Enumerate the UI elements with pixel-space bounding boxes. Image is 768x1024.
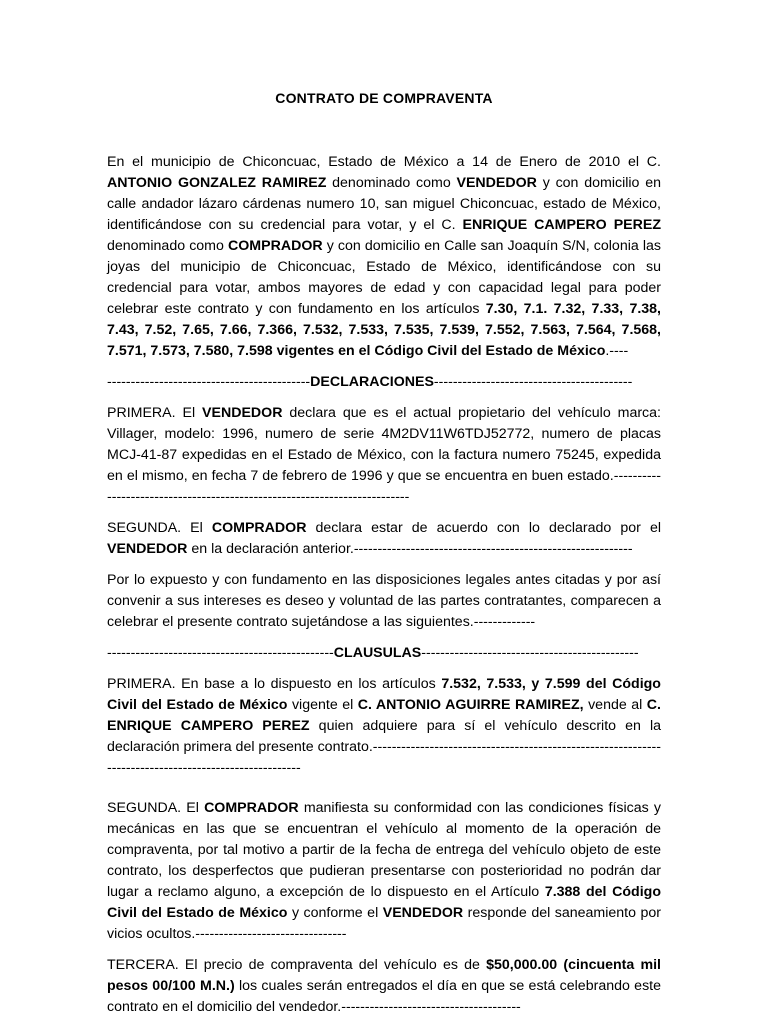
bold-text-run: VENDEDOR <box>382 905 464 921</box>
clausulas-heading <box>107 643 661 664</box>
text-run: PRIMERA. En base a lo dispuesto en los artículos <box>107 676 442 692</box>
text-run: En el municipio de Chiconcuac, Estado de México a 14 de Enero de 2010 el C. <box>107 154 661 170</box>
text-run: denominado como <box>326 175 457 191</box>
bold-text-run: C. ENRIQUE CAMPERO PEREZ <box>107 697 661 734</box>
bold-text-run: VENDEDOR <box>107 541 188 557</box>
text-run: SEGUNDA. El <box>107 520 212 536</box>
text-run: TERCERA. El precio de compraventa del vehículo es de <box>107 957 487 973</box>
text-run: vigente el <box>287 697 358 713</box>
clausula-primera <box>107 674 661 779</box>
text-run: ------------------------------------------ <box>433 374 633 390</box>
clausula-segunda <box>107 798 661 945</box>
document-title: CONTRATO DE COMPRAVENTA <box>275 90 493 106</box>
text-run: .---- <box>605 343 629 359</box>
bold-text-run: C. ANTONIO AGUIRRE RAMIREZ, <box>357 697 584 713</box>
bold-text-run: 7.30, 7.1. 7.32, 7.33, 7.38, 7.43, 7.52, 7.65, 7.66, 7.366, 7.532, 7.533, 7.535, 7.539, 7.552, 7.563, 7.564, 7.568, 7.571, 7.573, 7.580, 7.598 vigentes en el Código Civil del Estado de México <box>107 301 661 359</box>
document-body <box>107 152 661 1018</box>
text-run: vende al <box>583 697 647 713</box>
bold-text-run: VENDEDOR <box>456 175 537 191</box>
bold-text-run: VENDEDOR <box>202 405 283 421</box>
text-run: y con domicilio en calle andador lázaro cárdenas numero 10, san miguel Chiconcuac, estado de México, identificándose con su credencial para votar, y el C. <box>107 175 661 233</box>
bold-text-run: DECLARACIONES <box>310 374 434 390</box>
bold-text-run: 7.532, 7.533, y 7.599 del Código Civil del Estado de México <box>107 676 661 713</box>
text-run: quien adquiere para sí el vehículo descrito en la declaración primera del presente contrato.------------------------------------------------------------------------------------------------------ <box>107 718 661 776</box>
text-run: ------------------------------------------------ <box>107 645 334 661</box>
text-run: denominado como <box>107 238 229 254</box>
intro-paragraph <box>107 152 661 362</box>
bold-text-run: COMPRADOR <box>204 800 299 816</box>
declaracion-segunda <box>107 518 661 560</box>
text-run: ---------------------------------------------- <box>421 645 639 661</box>
bold-text-run: ANTONIO GONZALEZ RAMIREZ <box>107 175 327 191</box>
text-run: en la declaración anterior.----------------------------------------------------------- <box>187 541 633 557</box>
text-run: SEGUNDA. El <box>107 800 205 816</box>
text-run: y con domicilio en Calle san Joaquín S/N, colonia las joyas del municipio de Chiconcuac, Estado de México, identificándose con su credencial para votar, ambos mayores de edad y con capacidad legal para poder celebrar este contrato y con fundamento en los artículos <box>107 238 662 317</box>
text-run: PRIMERA. El <box>107 405 203 421</box>
text-run: los cuales serán entregados el día en que se está celebrando este contrato en el domicilio del vendedor.-------------------------------------- <box>107 978 661 1015</box>
text-run: responde del saneamiento por vicios ocultos.-------------------------------- <box>107 905 662 942</box>
declaraciones-heading <box>107 372 661 393</box>
text-run: y conforme el <box>287 905 383 921</box>
bold-text-run: COMPRADOR <box>211 520 307 536</box>
text-run: declara estar de acuerdo con lo declarado por el <box>306 520 661 536</box>
text-run: manifiesta su conformidad con las condiciones físicas y mecánicas en las que se encuentran el vehículo al momento de la operación de compraventa, por tal motivo a partir de la fecha de entrega del vehículo objeto de este contrato, los desperfectos que pudieran presentarse con posterioridad no podrán dar lugar a reclamo alguno, a excepción de lo dispuesto en el Artículo <box>107 800 661 900</box>
text-run: declara que es el actual propietario del vehículo marca: Villager, modelo: 1996, numero de serie 4M2DV11W6TDJ52772, numero de placas MCJ-41-87 expedidas en el Estado de México, con la factura numero 75245, expedida en el mismo, en fecha 7 de febrero de 1996 y que se encuentra en buen estado.-------------------------------------------------------------------------- <box>107 405 661 505</box>
bold-text-run: $50,000.00 (cincuenta mil pesos 00/100 M.N.) <box>107 957 661 994</box>
bold-text-run: CLAUSULAS <box>333 645 422 661</box>
bold-text-run: COMPRADOR <box>228 238 323 254</box>
bold-text-run: 7.388 del Código Civil del Estado de México <box>107 884 661 921</box>
bold-text-run: ENRIQUE CAMPERO PEREZ <box>462 217 661 233</box>
text-run: ------------------------------------------- <box>107 374 311 390</box>
por-lo-expuesto-paragraph <box>107 570 661 633</box>
declaracion-primera <box>107 403 661 508</box>
clausula-tercera <box>107 955 661 1018</box>
text-run: Por lo expuesto y con fundamento en las disposiciones legales antes citadas y por así convenir a sus intereses es deseo y voluntad de las partes contratantes, comparecen a celebrar el presente contrato sujetándose a las siguientes.------------- <box>107 572 661 630</box>
